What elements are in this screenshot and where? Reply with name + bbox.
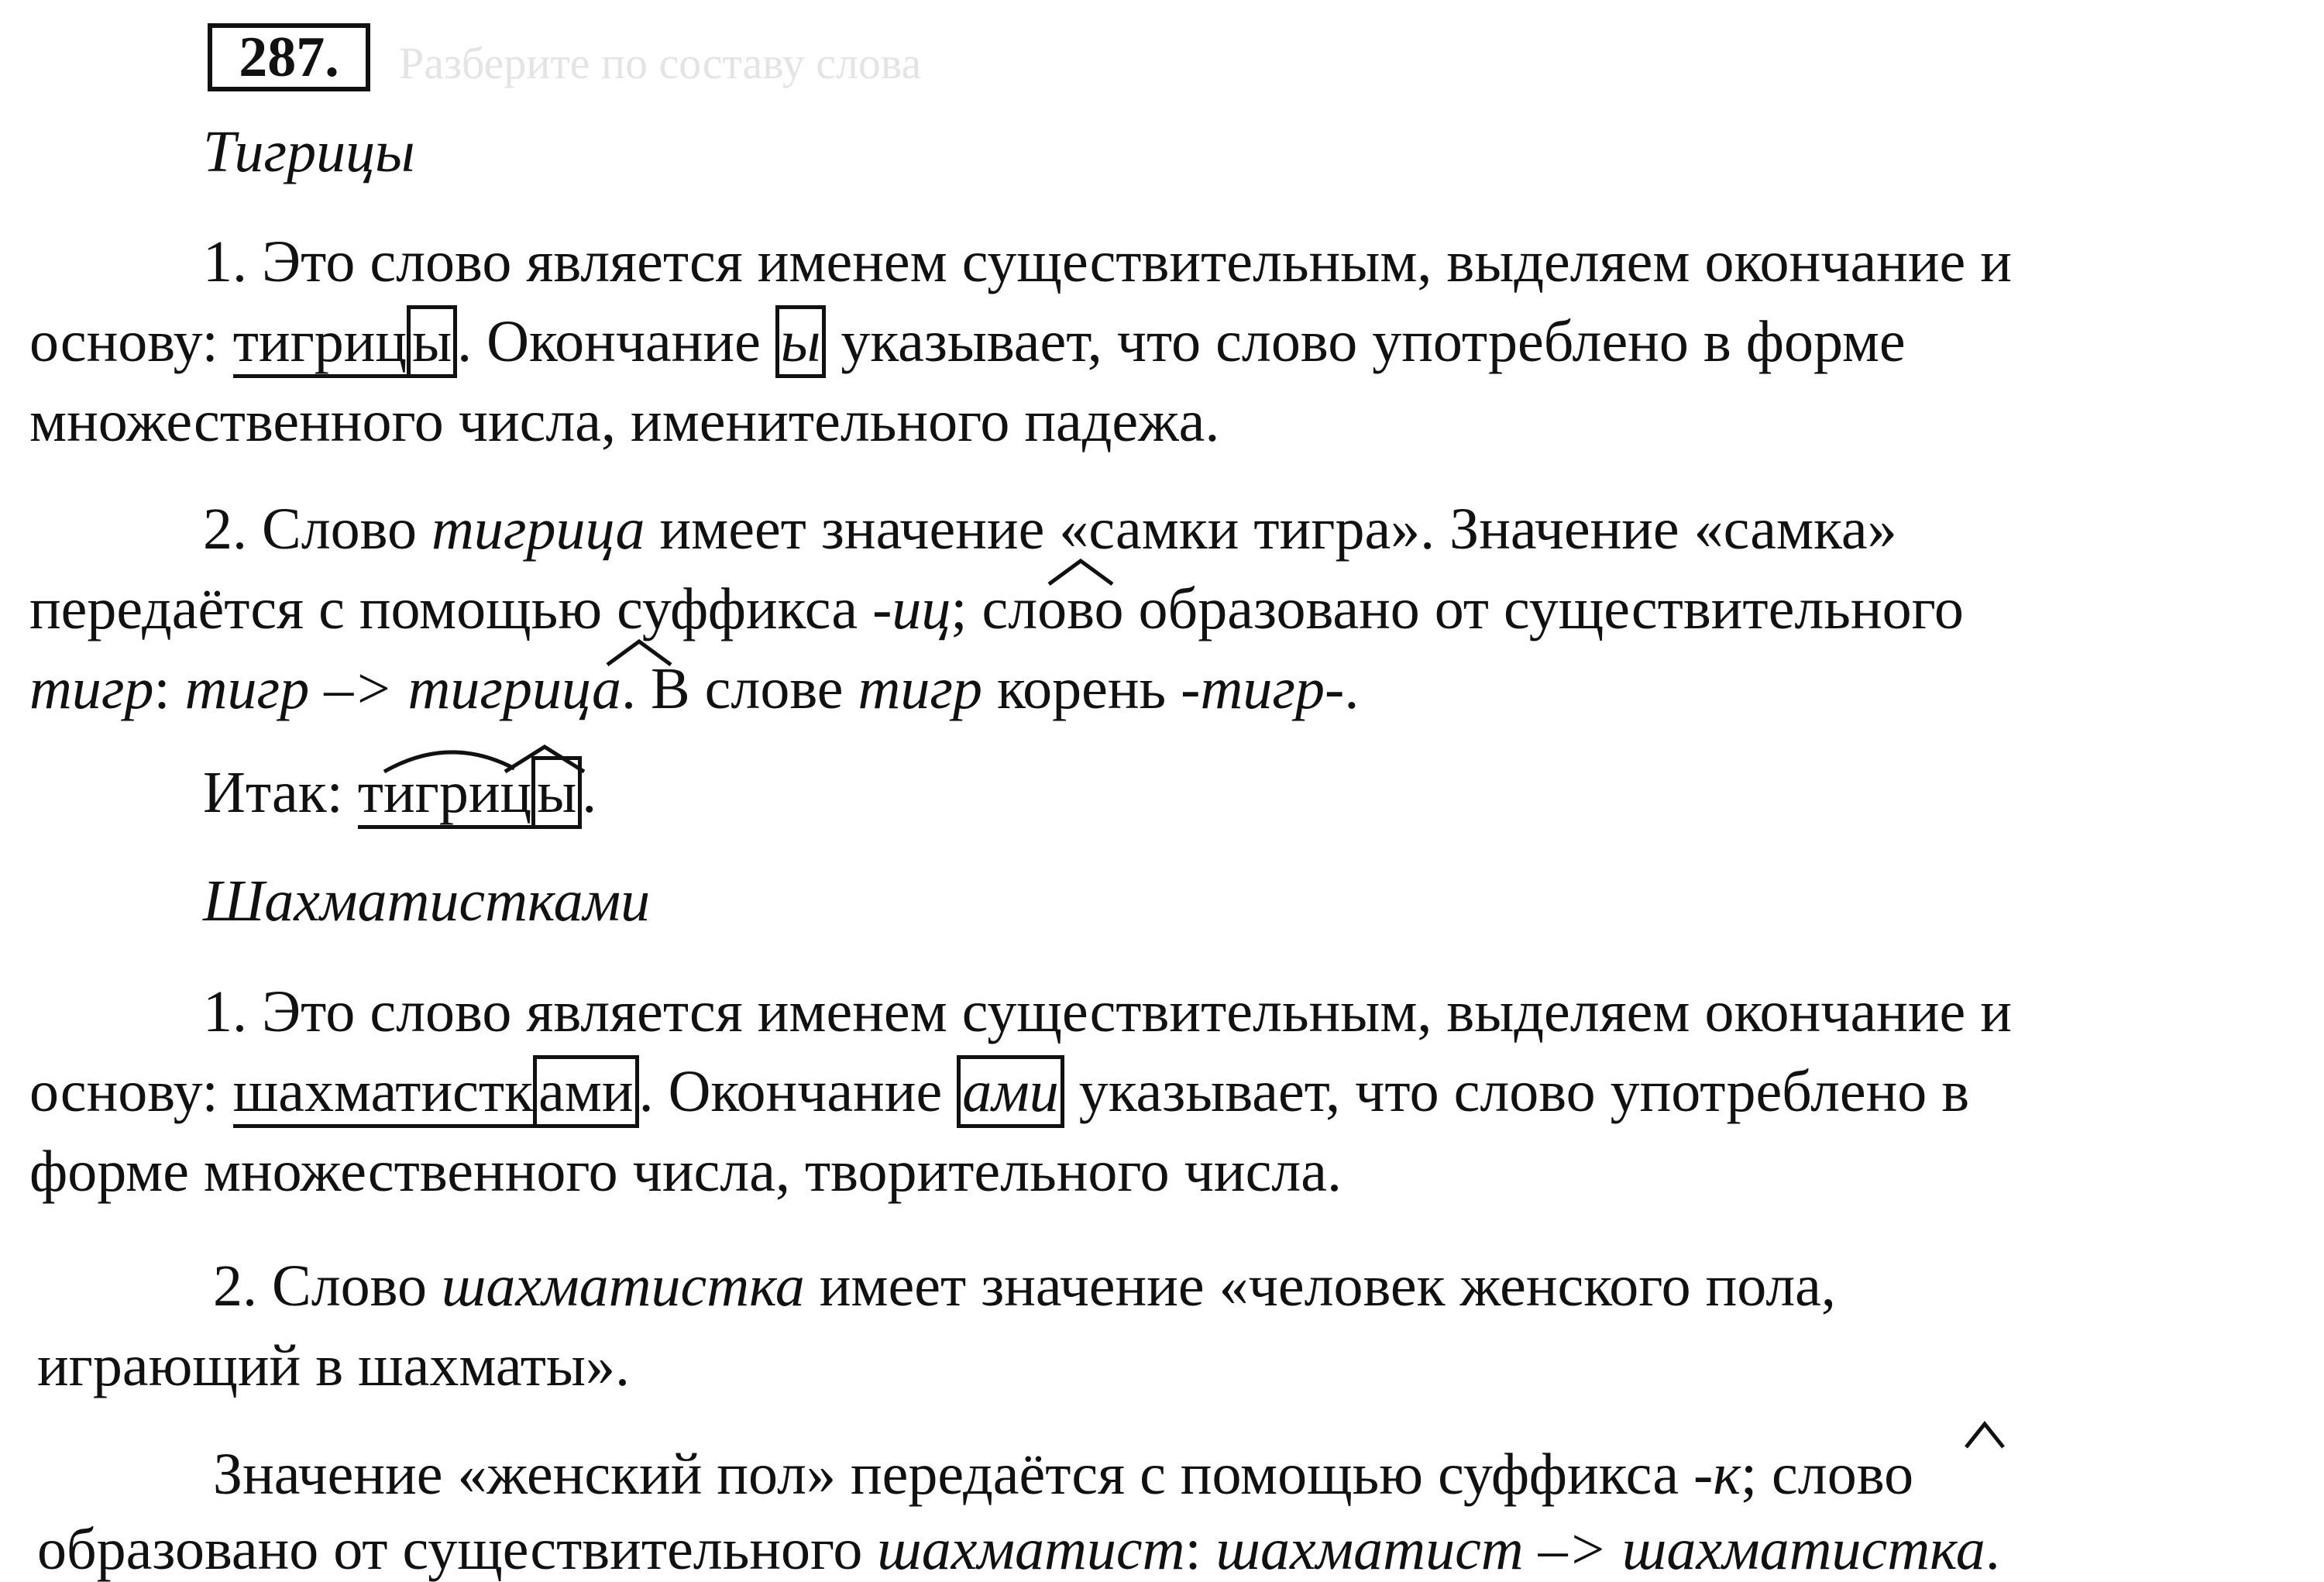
text: . В слове: [621, 656, 858, 721]
summary-stem: тигриц: [358, 760, 531, 829]
summary-label: Итак:: [203, 760, 358, 825]
word-italic: тигр: [29, 656, 154, 721]
word-italic: шахматист: [877, 1517, 1185, 1582]
text: ; слово: [1740, 1442, 1914, 1507]
s2-p2-line2: играющий в шахматы».: [37, 1333, 630, 1398]
text: ; слово образовано от существительного: [951, 576, 1964, 641]
text: :: [153, 656, 185, 721]
s2-p2-line1: [213, 1254, 1836, 1319]
text: Значение «женский пол» передаётся с помощью суффикса -: [213, 1442, 1714, 1507]
text: указывает, что слово употреблено в: [1064, 1059, 1970, 1124]
suffix: иц: [892, 576, 951, 641]
s1-p1-line3: множественного числа, именительного падежа.: [29, 389, 1220, 454]
root-arc-mark: [380, 738, 519, 776]
summary-ending: ы: [531, 756, 582, 829]
text: образовано от существительного: [37, 1517, 878, 1582]
word-title-tigritsy: Тигрицы: [203, 119, 415, 184]
root: тигр: [1200, 656, 1325, 721]
s1-p1-line2: [29, 309, 1906, 374]
text: -.: [1325, 656, 1360, 721]
stem: шахматистк: [233, 1059, 533, 1128]
word-italic: шахматистка: [441, 1254, 805, 1319]
ending-box: ы: [407, 305, 457, 378]
suffix-mark: [502, 742, 587, 776]
text: 2. Слово: [213, 1254, 442, 1319]
text: имеет значение «самки тигра». Значение «самка»: [645, 497, 1897, 562]
ending-example: ами: [957, 1055, 1064, 1128]
text: . Окончание: [638, 1059, 957, 1124]
s2-p3-line1: [213, 1442, 1914, 1507]
text: .: [1985, 1517, 2000, 1582]
text: передаётся с помощью суффикса -: [29, 576, 892, 641]
derivation-chain: шахматист –> шахматистка: [1215, 1517, 1985, 1582]
s2-p1-line2: [29, 1059, 1970, 1124]
s1-p2-line2: [29, 576, 1964, 641]
derivation-chain: тигр –> тигрица: [184, 656, 621, 721]
basis-label: основу:: [29, 1059, 233, 1124]
text: указывает, что слово употреблено в форме: [826, 309, 1906, 374]
s2-p3-line2: [37, 1517, 2000, 1582]
text: корень -: [982, 656, 1201, 721]
faint-heading: Разберите по составу слова: [399, 38, 922, 88]
basis-label: основу:: [29, 309, 233, 374]
suffix-mark: [1961, 1419, 2008, 1452]
word-italic: тигр: [858, 656, 983, 721]
s1-p2-line3: [29, 656, 1360, 721]
word-title-shakhmatistkami: Шахматистками: [203, 868, 651, 934]
text: . Окончание: [457, 309, 775, 374]
s2-p1-line3: форме множественного числа, творительного числа.: [29, 1139, 1342, 1204]
s1-p1-line1: 1. Это слово является именем существительным, выделяем окончание и: [203, 229, 2012, 294]
text: :: [1184, 1517, 1216, 1582]
suffix-mark: [604, 637, 674, 668]
text: .: [582, 760, 597, 825]
exercise-number: 287.: [208, 23, 370, 91]
suffix-mark: [1046, 556, 1116, 587]
ending-box: ами: [533, 1055, 639, 1128]
suffix: к: [1713, 1442, 1741, 1507]
ending-example: ы: [775, 305, 826, 378]
s2-p1-line1: 1. Это слово является именем существительным, выделяем окончание и: [203, 979, 2012, 1044]
word-italic: тигрица: [431, 497, 645, 562]
text: 2. Слово: [203, 497, 431, 562]
stem: тигриц: [233, 309, 407, 378]
text: имеет значение «человек женского пола,: [804, 1254, 1836, 1319]
s1-p2-line1: [203, 497, 1897, 562]
